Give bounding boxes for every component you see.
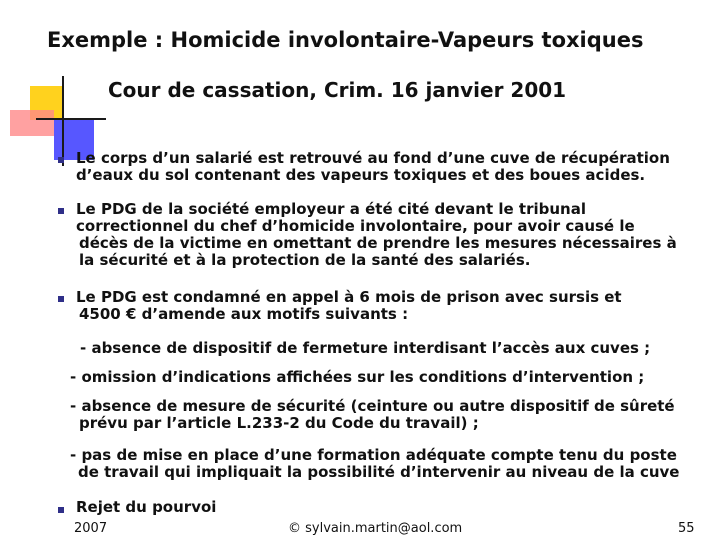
slide-title: Exemple : Homicide involontaire-Vapeurs toxiques [47, 28, 644, 52]
bullet-2-text: Le PDG de la société employeur a été cité devant le tribunal correctionnel du chef d’homicide involontaire, pour avoir causé le décès de la victime en omettant de prendre les mesures nécessaires à la sécurité et à la protection de la santé des salariés. [76, 200, 677, 269]
bullet-square-icon [58, 296, 64, 302]
bullet-3-text: Le PDG est condamné en appel à 6 mois de prison avec sursis et 4500 € d’amende aux motifs suivants : [76, 288, 622, 323]
footer-year: 2007 [74, 521, 108, 536]
bullet-4-text: Rejet du pourvoi [76, 498, 217, 516]
bullet-1-text: Le corps d’un salarié est retrouvé au fond d’une cuve de récupération d’eaux du sol contenant des vapeurs toxiques et des boues acides. [76, 149, 670, 184]
footer-email: © sylvain.martin@aol.com [288, 521, 463, 536]
motif-3: - absence de mesure de sécurité (ceinture ou autre dispositif de sûreté prévu par l’article L.233-2 du Code du travail) ; [70, 397, 675, 432]
page-number: 55 [678, 521, 695, 536]
motif-1: - absence de dispositif de fermeture interdisant l’accès aux cuves ; [80, 339, 651, 357]
decor-vertical-line [62, 76, 64, 166]
slide-subtitle: Cour de cassation, Crim. 16 janvier 2001 [108, 78, 567, 102]
bullet-square-icon [58, 208, 64, 214]
motif-4: - pas de mise en place d’une formation adéquate compte tenu du poste de travail qui impliquait la possibilité d’intervenir au niveau de la cuve [70, 446, 680, 481]
decor-horizontal-line [36, 118, 106, 120]
bullet-square-icon [58, 507, 64, 513]
bullet-square-icon [58, 157, 64, 163]
decor-pink-square [10, 110, 54, 136]
motif-2: - omission d’indications affichées sur les conditions d’intervention ; [70, 368, 645, 386]
